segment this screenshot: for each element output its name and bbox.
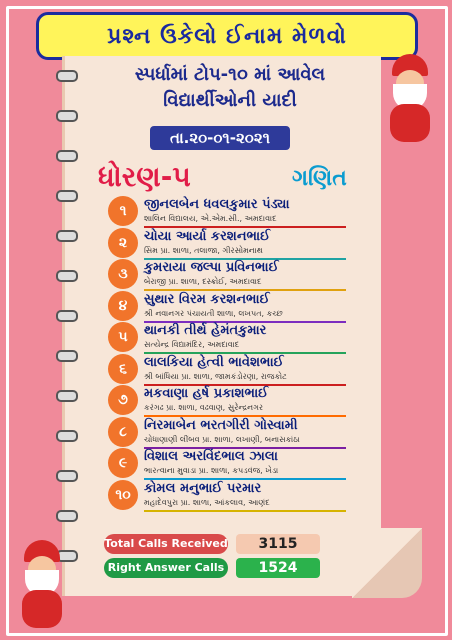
- student-school: મહાદેવપુરા પ્રા. શાળા, આંકલાવ, આણંદ: [144, 497, 270, 507]
- spiral-ring-icon: [56, 270, 78, 282]
- santa-icon: [12, 540, 72, 630]
- student-name: વિશાલ અરવિંદભાલ ઝાલા: [144, 449, 278, 464]
- standard-label: ધોરણ-૫: [98, 160, 191, 193]
- student-school: બેરાજી પ્રા. શાળા, દસ્ક્રોઈ, અમદાવાદ: [144, 277, 262, 286]
- student-row: [108, 291, 346, 325]
- total-calls-value: 3115: [236, 534, 320, 554]
- student-name: ચોયા આર્યા કરશનભાઈ: [144, 228, 271, 244]
- student-row: [108, 259, 346, 293]
- student-name: કુમરાયા જલ્પા પ્રવિનભાઈ: [144, 260, 279, 275]
- student-name: થાનકી તીર્થ હેમંતકુમાર: [144, 323, 267, 338]
- spiral-ring-icon: [56, 390, 78, 402]
- student-school: શાલિન વિદ્યાલય, એ.એમ.સી., અમદાવાદ: [144, 214, 277, 223]
- student-row: [108, 354, 346, 388]
- spiral-ring-icon: [56, 430, 78, 442]
- student-name: નિરમાબેન ભરતગીરી ગોસ્વામી: [144, 417, 298, 433]
- rank-badge: ૧: [108, 196, 138, 226]
- student-school: સત્યેન્દ્ર વિદ્યામંદિર, અમદાવાદ: [144, 340, 240, 349]
- student-name: કોમલ મનુભાઈ પરમાર: [144, 480, 262, 496]
- poster-title: [36, 12, 418, 60]
- rank-badge: ૮: [108, 417, 138, 447]
- total-calls-label: Total Calls Received: [104, 534, 228, 554]
- poster-title-text: પ્રશ્ન ઉકેલો ઈનામ મેળવો: [107, 23, 347, 49]
- right-calls-value: 1524: [236, 558, 320, 578]
- rank-badge: ૯: [108, 448, 138, 478]
- row-divider: [144, 510, 346, 512]
- rank-badge: ૭: [108, 385, 138, 415]
- spiral-ring-icon: [56, 70, 78, 82]
- page-curl-icon: [352, 528, 422, 598]
- rank-badge: ૪: [108, 291, 138, 321]
- spiral-ring-icon: [56, 470, 78, 482]
- rank-badge: ૫: [108, 322, 138, 352]
- student-name: જીનલબેન ધવલકુમાર પંડ્યા: [144, 197, 290, 212]
- student-school: કરંગઢ પ્રા. શાળા, વઢવાણ, સુરેન્દ્રનગર: [144, 403, 264, 412]
- spiral-ring-icon: [56, 110, 78, 122]
- spiral-ring-icon: [56, 230, 78, 242]
- student-row: [108, 228, 346, 262]
- student-school: શ્રી બાંધિયા પ્રા. શાળા, જામકંડોરણા, રાજકોટ: [144, 371, 287, 381]
- rank-badge: ૧૦: [108, 480, 138, 510]
- student-school: સિમ પ્રા. શાળા, તલાજા, ગીરસોમનાથ: [144, 245, 263, 255]
- spiral-ring-icon: [56, 190, 78, 202]
- subject-label: ગણિત: [292, 166, 347, 191]
- spiral-ring-icon: [56, 350, 78, 362]
- student-name: મકવાણા હર્ષ પ્રકાશભાઈ: [144, 386, 269, 401]
- santa-icon: [380, 54, 440, 144]
- student-school: ચોધાણાણી લીંબવ પ્રા. શાળા, લખાણી, બનાસકાંઠા: [144, 434, 300, 444]
- rank-badge: ૩: [108, 259, 138, 289]
- student-row: [108, 385, 346, 419]
- student-row: [108, 196, 346, 230]
- student-row: [108, 417, 346, 451]
- student-name: સુથાર વિરમ કરશનભાઈ: [144, 291, 270, 307]
- student-row: [108, 448, 346, 482]
- student-row: [108, 322, 346, 356]
- spiral-ring-icon: [56, 150, 78, 162]
- student-school: શ્રી નવાનગર પંચાયતી શાળા, લખપત, કચ્છ: [144, 308, 283, 318]
- date-badge: તા.૨૦-૦૧-૨૦૨૧: [150, 126, 290, 150]
- list-heading-line1: સ્પર્ધામાં ટોપ-૧૦ માં આવેલ: [134, 64, 326, 85]
- student-name: લાલકિયા હેત્વી ભાવેશભાઈ: [144, 354, 284, 370]
- right-calls-label: Right Answer Calls: [104, 558, 228, 578]
- rank-badge: ૬: [108, 354, 138, 384]
- student-school: ભારત્વાના મુવાડા પ્રા. શાળા, કપડવંજ, ખેડા: [144, 466, 279, 475]
- list-heading-line2: વિદ્યાર્થીઓની યાદી: [163, 90, 297, 111]
- rank-badge: ૨: [108, 228, 138, 258]
- student-row: [108, 480, 346, 514]
- spiral-ring-icon: [56, 310, 78, 322]
- spiral-ring-icon: [56, 510, 78, 522]
